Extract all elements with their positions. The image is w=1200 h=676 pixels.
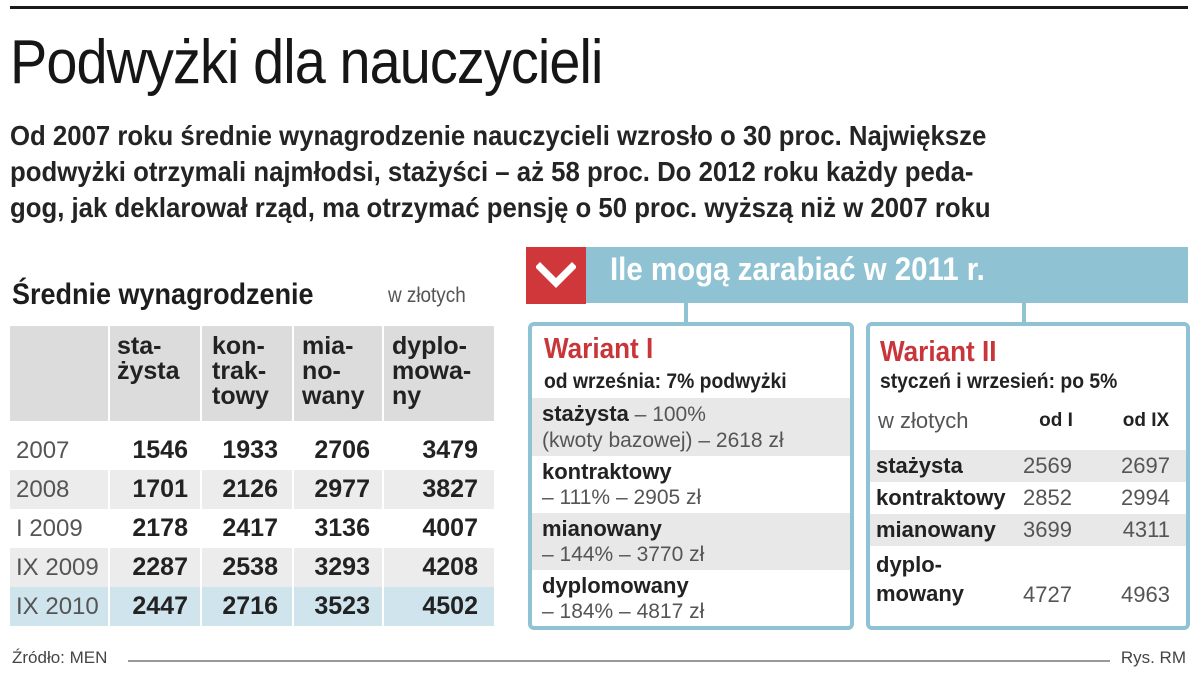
banner-title: Ile mogą zarabiać w 2011 r.	[610, 251, 985, 287]
cell-value: 2178	[132, 514, 188, 542]
table-row	[10, 587, 494, 626]
intro-text	[10, 118, 1114, 226]
list-item	[532, 513, 850, 570]
variant2-title: Wariant II	[880, 336, 997, 368]
item-detail: – 111% – 2905 zł	[542, 486, 702, 509]
cell-value: 3827	[422, 475, 478, 503]
item-detail: – 184% – 4817 zł	[542, 600, 705, 623]
row-year: IX 2010	[16, 592, 99, 620]
top-rule	[10, 6, 1188, 9]
salary-table-unit: w złotych	[388, 284, 466, 307]
column-divider	[292, 326, 294, 626]
cell-value: 1701	[132, 475, 188, 503]
cell-value: 2126	[222, 475, 278, 503]
variant2-unit: w złotych	[878, 408, 969, 433]
cell-value: 2287	[132, 553, 188, 581]
row-name: stażysta	[876, 453, 963, 478]
variant1-title: Wariant I	[544, 333, 654, 365]
cell-value: 1933	[222, 436, 278, 464]
cell-value: 2994	[1121, 485, 1170, 510]
list-item	[532, 570, 850, 627]
column-header-kontraktowy: kon- trak- towy	[212, 332, 269, 410]
row-year: 2007	[16, 436, 70, 464]
cell-value: 3293	[314, 553, 370, 581]
row-name: dyplo- mowany	[876, 552, 965, 606]
connector	[1022, 303, 1026, 323]
connector	[684, 303, 688, 323]
cell-value: 2977	[314, 475, 370, 503]
page-title: Podwyżki dla nauczycieli	[10, 28, 603, 97]
item-detail: – 144% – 3770 zł	[542, 543, 705, 566]
cell-value: 4007	[422, 514, 478, 542]
cell-value: 2538	[222, 553, 278, 581]
salary-table-header	[10, 326, 494, 421]
item-detail: – 100%	[628, 403, 706, 426]
source-note: Źródło: MEN	[12, 648, 108, 667]
variant2-header	[870, 400, 1186, 442]
table-row	[10, 470, 494, 509]
chevron-badge	[526, 247, 586, 304]
table-row	[10, 509, 494, 548]
table-row	[870, 450, 1186, 482]
column-header-mianowany: mia- no- wany	[302, 332, 365, 410]
cell-value: 3136	[314, 514, 370, 542]
salary-table-title: Średnie wynagrodzenie	[12, 278, 314, 311]
cell-value: 2706	[314, 436, 370, 464]
table-row	[870, 482, 1186, 514]
cell-value: 2569	[1023, 453, 1072, 478]
variant2-subtitle: styczeń i wrzesień: po 5%	[880, 370, 1118, 393]
cell-value: 3523	[314, 592, 370, 620]
cell-value: 1546	[132, 436, 188, 464]
list-item	[532, 456, 850, 513]
cell-value: 2697	[1121, 453, 1170, 478]
cell-value: 2417	[222, 514, 278, 542]
item-name: kontraktowy	[542, 459, 672, 484]
column-header-dyplomowany: dyplo- mowa- ny	[392, 332, 472, 410]
intro-line: Od 2007 roku średnie wynagrodzenie nauczycieli wzrosło o 30 proc. Największe	[10, 120, 987, 151]
cell-value: 4963	[1121, 582, 1170, 607]
credit-note: Rys. RM	[1120, 648, 1186, 667]
variant1-subtitle: od września: 7% podwyżki	[544, 370, 787, 393]
table-row	[10, 548, 494, 587]
intro-line: gog, jak deklarował rząd, ma otrzymać pensję o 50 proc. wyższą niż w 2007 roku	[10, 192, 991, 223]
table-row	[870, 514, 1186, 546]
column-header-stazysta: sta- żysta	[117, 332, 180, 385]
column-header-od-ix: od IX	[1122, 410, 1170, 431]
item-name: mianowany	[542, 516, 662, 541]
table-row	[870, 550, 1186, 610]
cell-value: 4311	[1122, 517, 1170, 542]
column-divider	[200, 326, 202, 626]
item-name: stażysta	[542, 401, 629, 426]
cell-value: 4727	[1023, 582, 1072, 607]
cell-value: 4502	[422, 592, 478, 620]
row-year: IX 2009	[16, 553, 99, 581]
row-year: I 2009	[16, 514, 83, 542]
row-name: kontraktowy	[876, 485, 1006, 510]
column-divider	[108, 326, 110, 626]
list-item	[532, 398, 850, 456]
cell-value: 2716	[222, 592, 278, 620]
row-name: mianowany	[876, 517, 996, 542]
footer-rule	[128, 660, 1110, 662]
cell-value: 3699	[1023, 517, 1072, 542]
item-detail: (kwoty bazowej) – 2618 zł	[542, 429, 784, 452]
column-header-od-i: od I	[1039, 410, 1073, 431]
cell-value: 4208	[422, 553, 478, 581]
table-row	[10, 431, 494, 470]
column-divider	[382, 326, 384, 626]
chevron-down-icon	[536, 261, 576, 291]
intro-line: podwyżki otrzymali najmłodsi, stażyści – aż 58 proc. Do 2012 roku każdy peda-	[10, 156, 974, 187]
cell-value: 2852	[1023, 485, 1072, 510]
item-name: dyplomowany	[542, 573, 689, 598]
salary-table	[10, 326, 494, 626]
cell-value: 3479	[422, 436, 478, 464]
cell-value: 2447	[132, 592, 188, 620]
variant1-list	[532, 398, 850, 627]
row-year: 2008	[16, 475, 70, 503]
